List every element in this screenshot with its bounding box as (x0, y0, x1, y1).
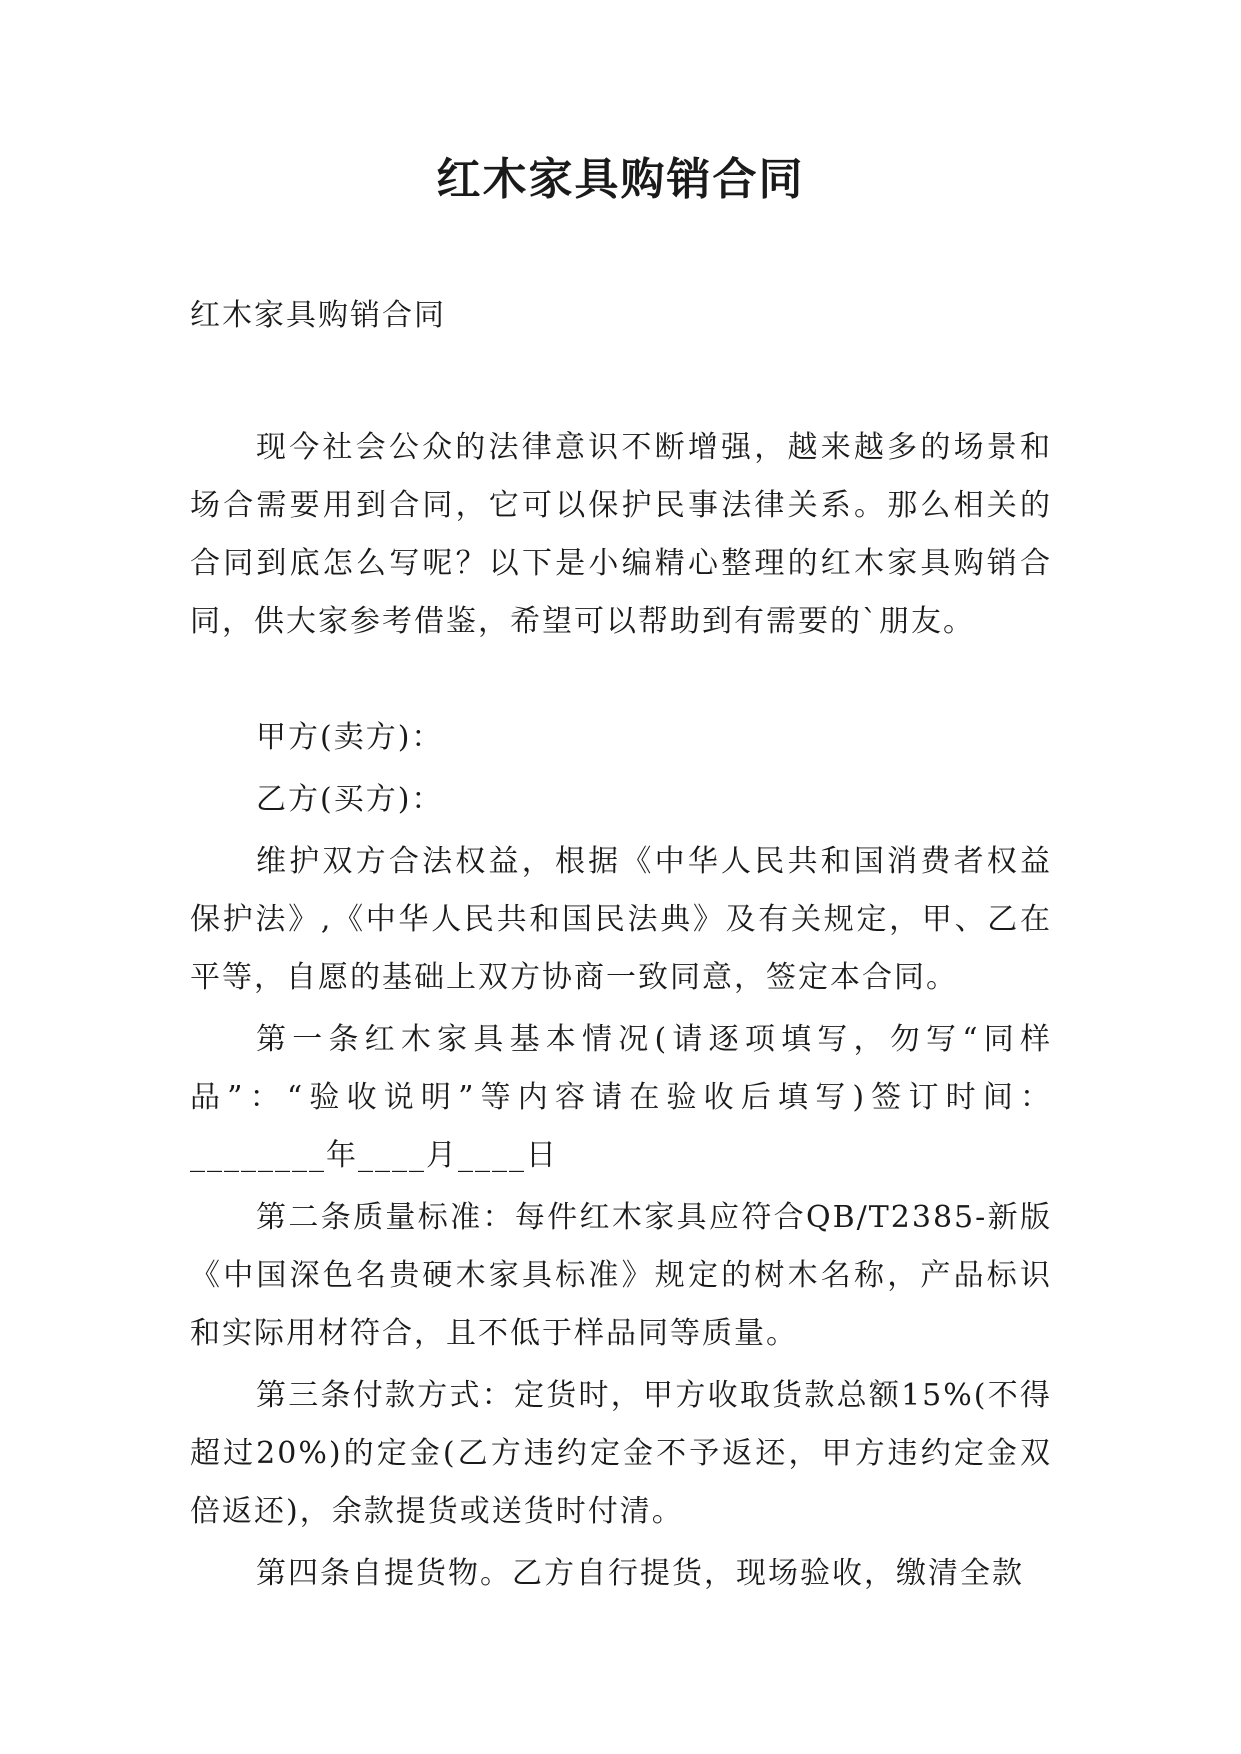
document-body (190, 287, 1052, 1603)
article-1-paragraph: 第一条红木家具基本情况(请逐项填写，勿写“同样品”：“验收说明”等内容请在验收后填写)签订时间：________年____月____日 (190, 1022, 1052, 1173)
document-title: 红木家具购销合同 (436, 154, 805, 205)
article-3-paragraph: 第三条付款方式：定货时，甲方收取货款总额15%(不得超过20%)的定金(乙方违约定金不予返还，甲方违约定金双倍返还)，余款提货或送货时付清。 (190, 1378, 1052, 1529)
article-2-paragraph: 第二条质量标准：每件红木家具应符合QB/T2385-新版《中国深色名贵硬木家具标准》规定的树木名称，产品标识和实际用材符合，且不低于样品同等质量。 (190, 1200, 1052, 1351)
intro-paragraph: 现今社会公众的法律意识不断增强，越来越多的场景和场合需要用到合同，它可以保护民事法律关系。那么相关的合同到底怎么写呢？以下是小编精心整理的红木家具购销合同，供大家参考借鉴，希望可以帮助到有需要的`朋友。 (190, 430, 1052, 639)
party-a-line: 甲方(卖方)： (256, 720, 444, 755)
preamble-paragraph: 维护双方合法权益，根据《中华人民共和国消费者权益保护法》,《中华人民共和国民法典》及有关规定，甲、乙在平等，自愿的基础上双方协商一致同意，签定本合同。 (190, 844, 1052, 995)
party-b-line: 乙方(买方)： (256, 782, 444, 817)
document-subtitle: 红木家具购销合同 (190, 298, 446, 333)
article-4-paragraph: 第四条自提货物。乙方自行提货，现场验收，缴清全款 (256, 1556, 1024, 1591)
